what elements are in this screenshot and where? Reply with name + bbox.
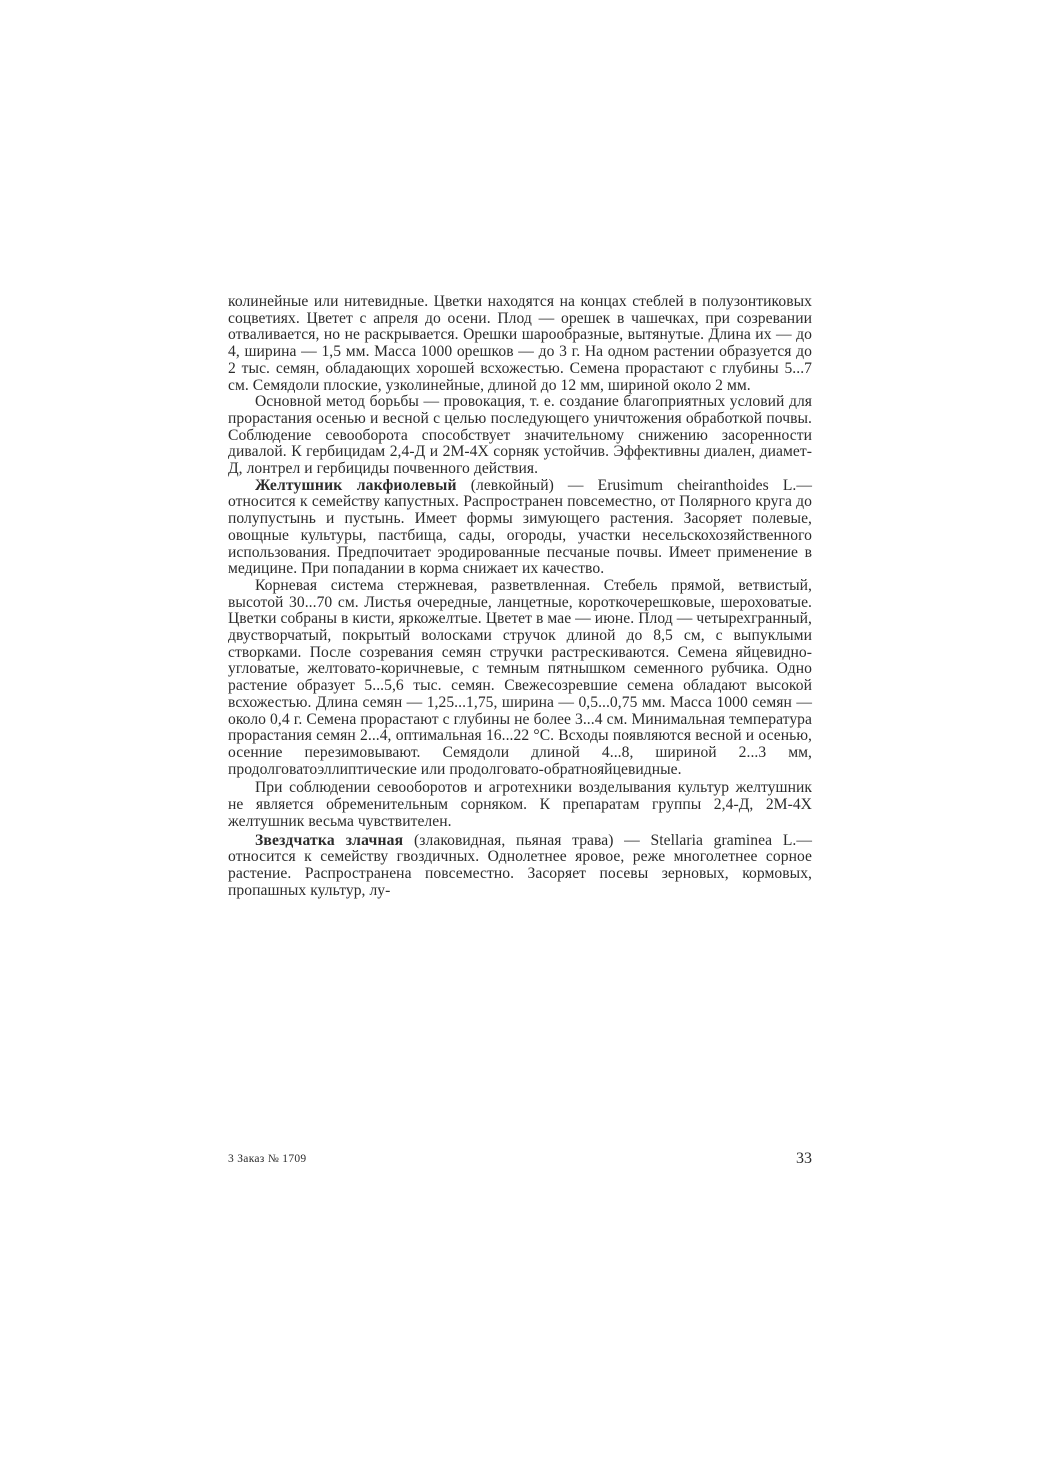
paragraph-5: При соблюдении севооборотов и агротехники возделывания культур желтушник не является обременительным сорняком. К препаратам группы 2,4-Д, 2М-4Х желтушник весьма чувствителен. [228, 779, 812, 830]
paragraph-3 [228, 478, 812, 578]
page-text-block [228, 294, 812, 899]
page-number: 33 [796, 1150, 812, 1167]
paragraph-6-text: (злаковидная, пьяная трава) — Stellaria graminea L.— относится к семейству гвоздичных. Однолетнее яровое, реже многолетнее сорное растение. Распространена повсеместно. Засоряет посевы зерновых, кормовых, пропашных культур, лу- [228, 831, 812, 899]
paragraph-2: Основной метод борьбы — провокация, т. е. создание благоприятных условий для прорастания осенью и весной с целью последующего уничтожения обработкой почвы. Соблюдение севооборота способствует значительному снижению засоренности дивалой. К гербицидам 2,4-Д и 2М-4Х сорняк устойчив. Эффективны диален, диамет-Д, лонтрел и гербициды почвенного действия. [228, 393, 812, 478]
paragraph-1: колинейные или нитевидные. Цветки находятся на концах стеблей в полузонтиковых соцветиях. Цветет с апреля до осени. Плод — орешек в чашечках, при созревании отваливается, но не раскрывается. Орешки шарообразные, вытянутые. Длина их — до 4, ширина — 1,5 мм. Масса 1000 орешков — до 3 г. На одном растении образуется до 2 тыс. семян, обладающих хорошей всхожестью. Семена прорастают с глубины 5...7 см. Семядоли плоские, узколинейные, длиной до 12 мм, шириной около 2 мм. [228, 293, 812, 394]
species-name-erysimum: Желтушник лакфиолевый [255, 476, 457, 494]
paragraph-6 [228, 833, 812, 900]
species-name-stellaria: Звездчатка злачная [255, 831, 404, 849]
paragraph-4: Корневая система стержневая, разветвленная. Стебель прямой, ветвистый, высотой 30...70 см. Листья очередные, ланцетные, короткочерешковые, шероховатые. Цветки собраны в кисти, яркожелтые. Цветет в мае — июне. Плод — четырехгранный, двустворчатый, покрытый волосками стручок длиной до 8,5 см, с выпуклыми створками. После созревания семян стручки растрескиваются. Семена яйцевидно-угловатые, желтовато-коричневые, с темным пятнышком семенного рубчика. Одно растение образует 5...5,6 тыс. семян. Свежесозревшие семена обладают высокой всхожестью. Длина семян — 1,25...1,75, ширина — 0,5...0,75 мм. Масса 1000 семян — около 0,4 г. Семена прорастают с глубины не более 3...4 см. Минимальная температура прорастания семян 2...4, оптимальная 16...22 °С. Всходы появляются весной и осенью, осенние перезимовывают. Семядоли длиной 4...8, шириной 2...3 мм, продолговатоэллиптические или продолговато-обратнояйцевидные. [228, 576, 812, 778]
paragraph-3-text: (левкойный) — Erusimum cheiranthoides L.— относится к семейству капустных. Распространен повсеместно, от Полярного круга до полупустынь и пустынь. Имеет формы зимующего растения. Засоряет полевые, овощные культуры, пастбища, сады, огороды, участки несельскохозяйственного использования. Предпочитает эродированные песчаные почвы. Имеет применение в медицине. При попадании в корма снижает их качество. [228, 476, 812, 578]
order-number: 3 Заказ № 1709 [228, 1153, 307, 1165]
